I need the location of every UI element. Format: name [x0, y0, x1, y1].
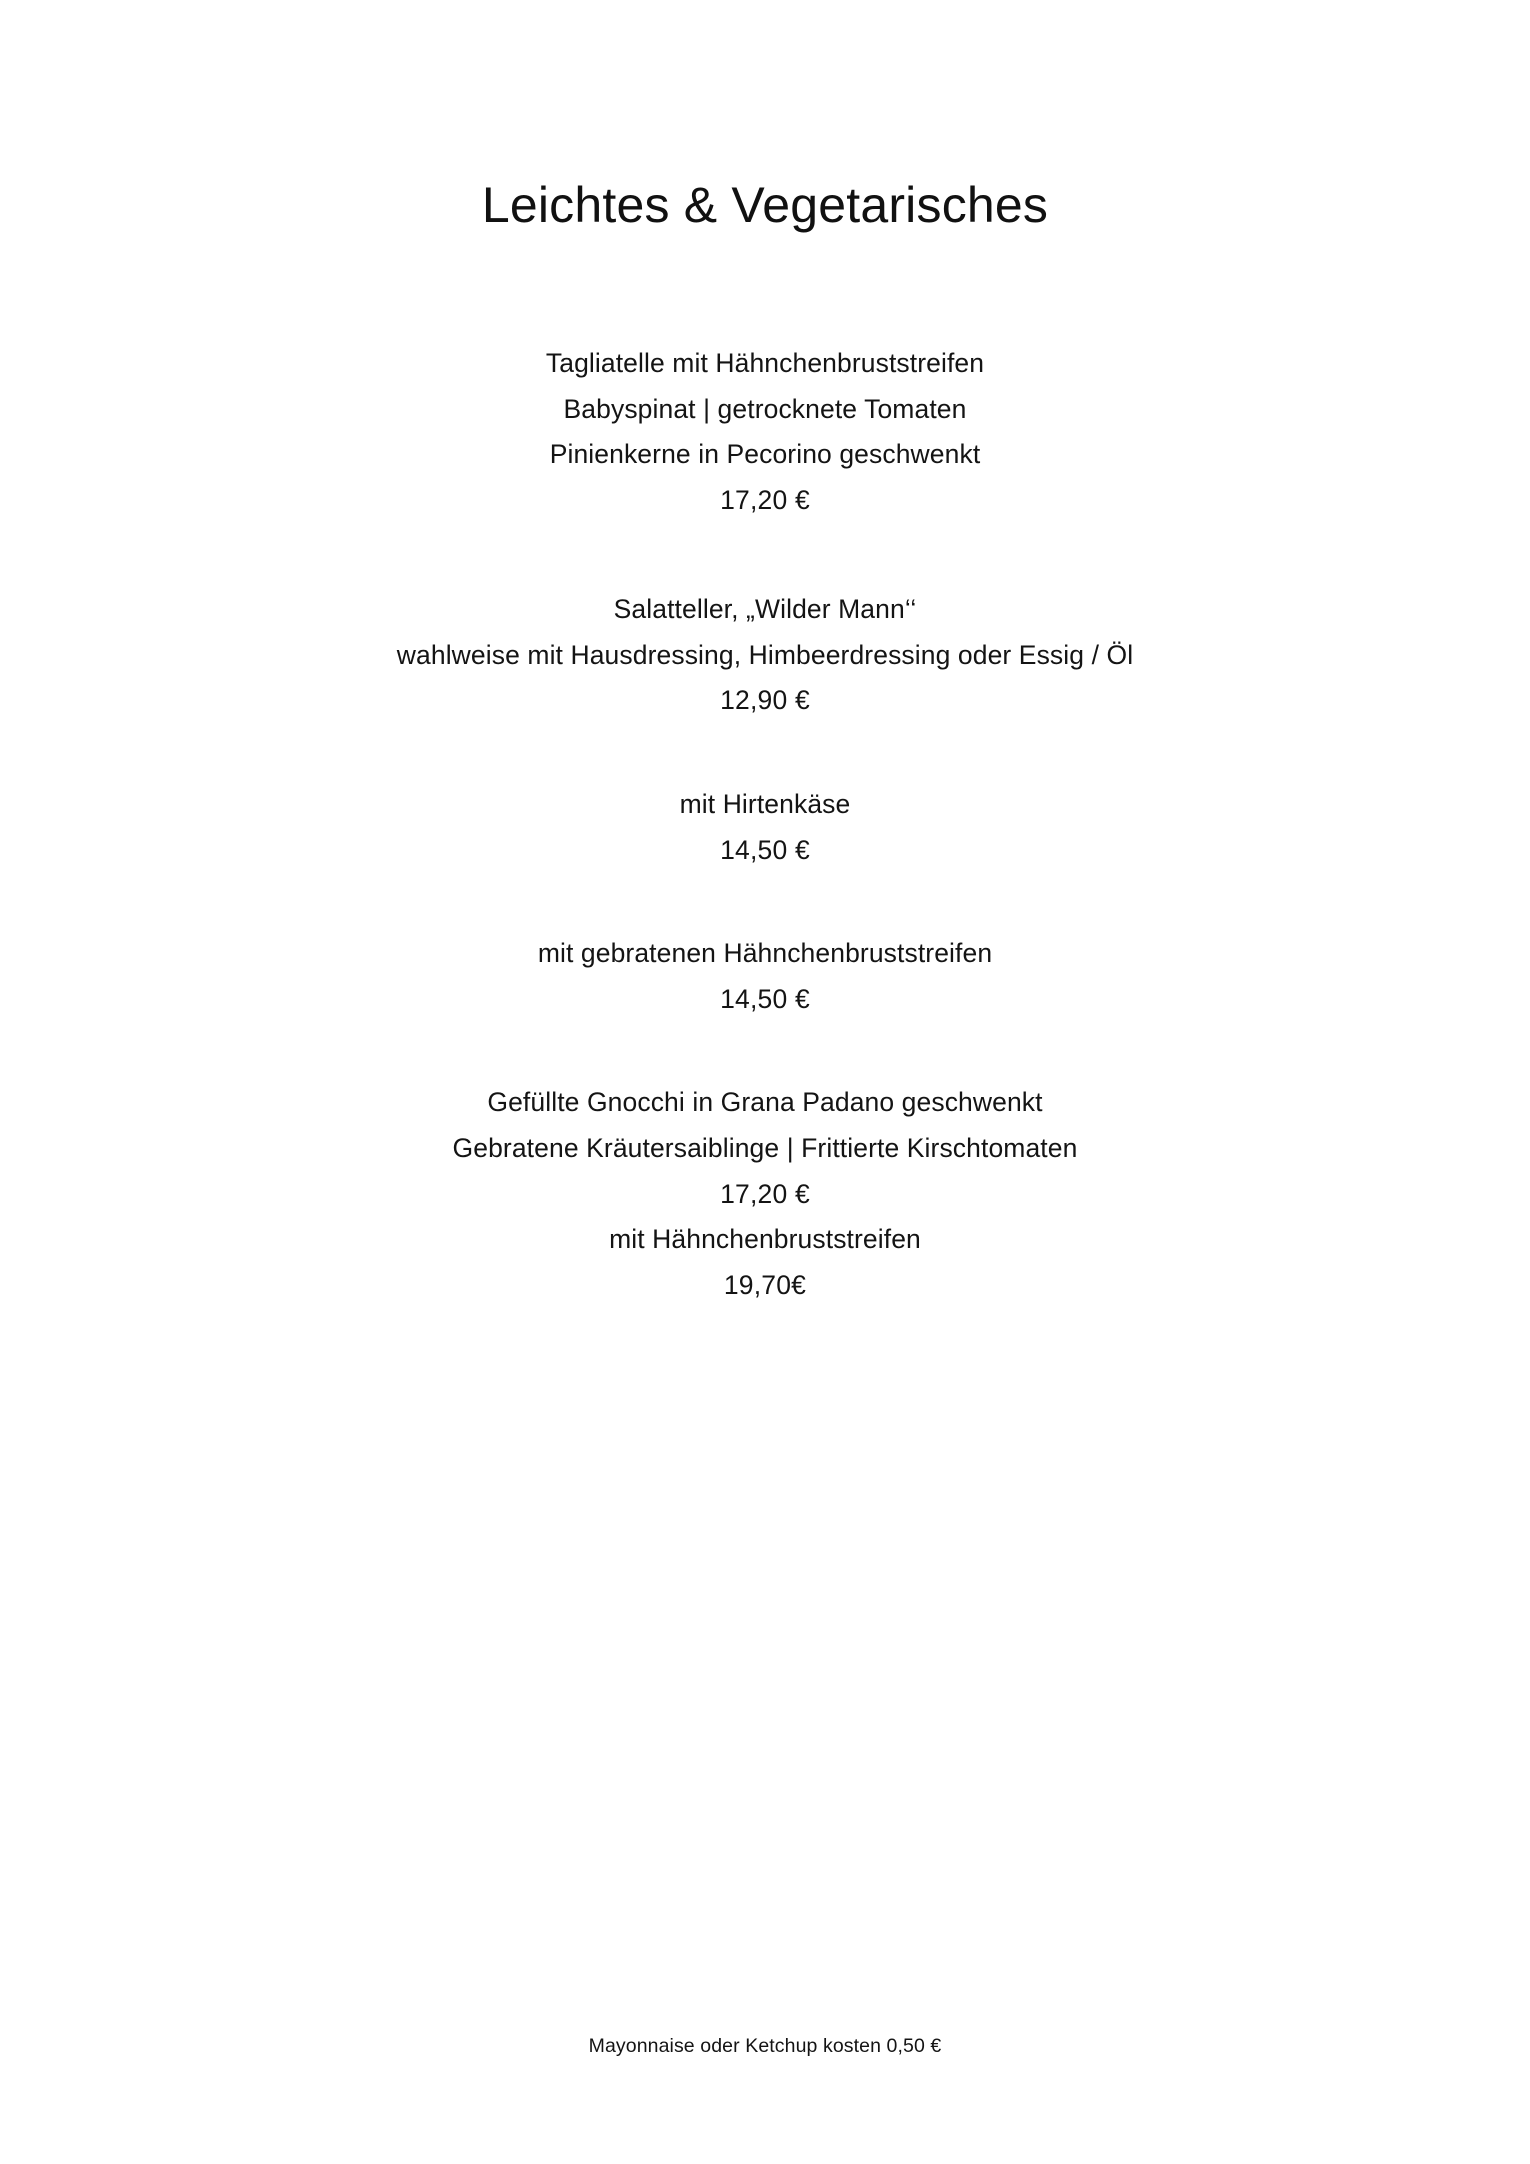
menu-item-line: mit gebratenen Hähnchenbruststreifen [537, 938, 993, 969]
menu-item-line: mit Hirtenkäse [679, 789, 851, 820]
menu-item-variant-line: mit Hähnchenbruststreifen [609, 1224, 921, 1255]
menu-item-line: Gebratene Kräutersaiblinge | Frittierte Kirschtomaten [452, 1132, 1078, 1163]
menu-item-salatteller [0, 587, 1530, 724]
section-spacer [0, 724, 1530, 782]
menu-item-line: Pinienkerne in Pecorino geschwenkt [549, 439, 981, 470]
menu-item-line: Babyspinat | getrocknete Tomaten [563, 393, 967, 424]
menu-item-line: Salatteller, „Wilder Mann‘‘ [613, 594, 917, 625]
menu-item-tagliatelle [0, 341, 1530, 523]
section-spacer [0, 523, 1530, 587]
menu-item-haehnchenbruststreifen [0, 931, 1530, 1022]
page-title: Leichtes & Vegetarisches [481, 177, 1049, 233]
menu-sections [0, 341, 1530, 1308]
section-spacer [0, 1022, 1530, 1080]
menu-item-hirtenkaese [0, 782, 1530, 873]
menu-item-variant-price: 19,70€ [723, 1269, 807, 1300]
footnote: Mayonnaise oder Ketchup kosten 0,50 € [588, 2035, 942, 2057]
menu-item-price: 12,90 € [720, 685, 810, 716]
menu-item-price: 17,20 € [720, 484, 810, 515]
menu-item-price: 14,50 € [720, 834, 810, 865]
menu-item-line: wahlweise mit Hausdressing, Himbeerdressing oder Essig / Öl [396, 639, 1134, 670]
menu-item-price: 17,20 € [720, 1178, 810, 1209]
menu-item-line: Gefüllte Gnocchi in Grana Padano geschwenkt [487, 1087, 1043, 1118]
section-spacer [0, 873, 1530, 931]
menu-item-price: 14,50 € [720, 983, 810, 1014]
menu-item-line: Tagliatelle mit Hähnchenbruststreifen [545, 348, 985, 378]
menu-item-gnocchi [0, 1080, 1530, 1308]
